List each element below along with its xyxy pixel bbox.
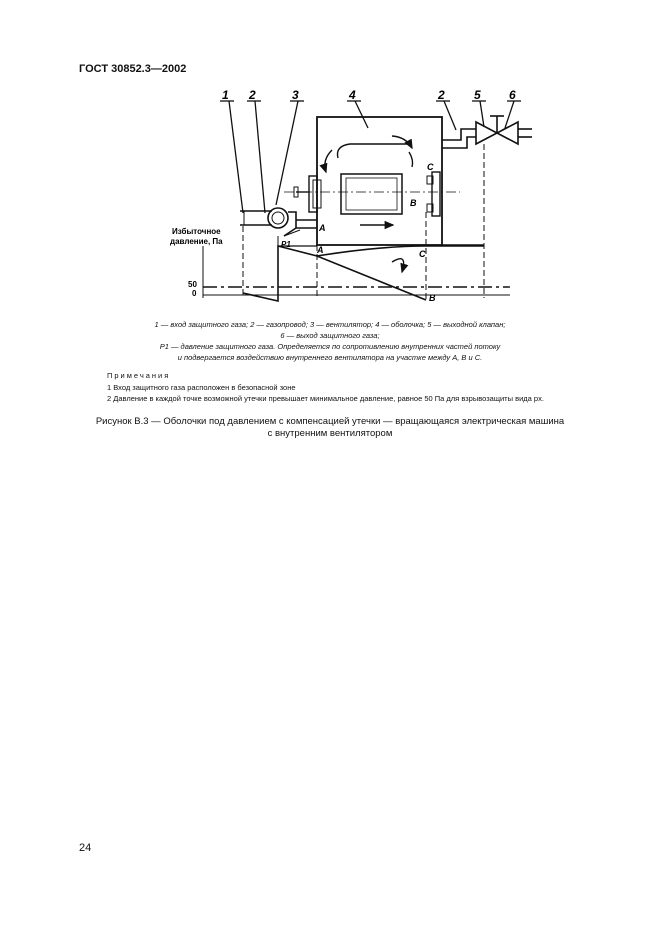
point-c-lower: C — [419, 249, 426, 259]
figure-legend — [100, 319, 560, 363]
callout-2b: 2 — [438, 88, 445, 102]
outlet-assembly — [442, 116, 532, 148]
callout-2: 2 — [249, 88, 256, 102]
callout-5: 5 — [474, 88, 481, 102]
pressure-axis-label-2: давление, Па — [170, 237, 223, 246]
point-a-lower: A — [317, 245, 324, 255]
tick-50-label: 50 — [188, 280, 197, 289]
inlet-assembly — [240, 208, 317, 236]
tick-0-label: 0 — [192, 289, 197, 298]
enclosure-body — [284, 117, 460, 245]
notes-title: Примечания — [107, 371, 171, 380]
pressure-graph — [203, 144, 510, 301]
callout-6: 6 — [509, 88, 516, 102]
legend-line-1: 1 — вход защитного газа; 2 — газопровод; 3 — вентилятор; 4 — оболочка; 5 — выходной клапан; — [154, 320, 506, 329]
pressure-axis-label-1: Избыточное — [172, 227, 221, 236]
pressurized-enclosure-diagram — [0, 0, 661, 330]
point-b-center: B — [410, 198, 417, 208]
point-b-lower: B — [429, 293, 436, 303]
point-c-upper: C — [427, 162, 434, 172]
callout-3: 3 — [292, 88, 299, 102]
point-a-upper: A — [319, 223, 326, 233]
note-item-2: 2 Давление в каждой точке возможной утечки превышает минимальное давление, равное 50 Па для взрывозащиты вида px. — [107, 394, 544, 403]
caption-line-1: Рисунок В.3 — Оболочки под давлением с компенсацией утечки — вращающаяся электрическая машина — [95, 416, 565, 427]
standard-header: ГОСТ 30852.3—2002 — [79, 63, 187, 75]
note-item-1: 1 Вход защитного газа расположен в безопасной зоне — [107, 382, 296, 392]
page-number: 24 — [79, 842, 92, 854]
notes-block — [107, 370, 627, 405]
callout-4: 4 — [349, 88, 356, 102]
p1-label: P1 — [281, 240, 291, 249]
caption-line-2: с внутренним вентилятором — [267, 428, 393, 439]
callout-1: 1 — [222, 88, 229, 102]
legend-line-4: и подвергается воздействию внутреннего вентилятора на участке между A, B и C. — [177, 353, 483, 362]
figure-caption — [70, 416, 590, 440]
legend-line-2: 6 — выход защитного газа; — [280, 331, 380, 340]
legend-line-3: P1 — давление защитного газа. Определяется по сопротивлению внутренних частей потоку — [159, 342, 501, 351]
